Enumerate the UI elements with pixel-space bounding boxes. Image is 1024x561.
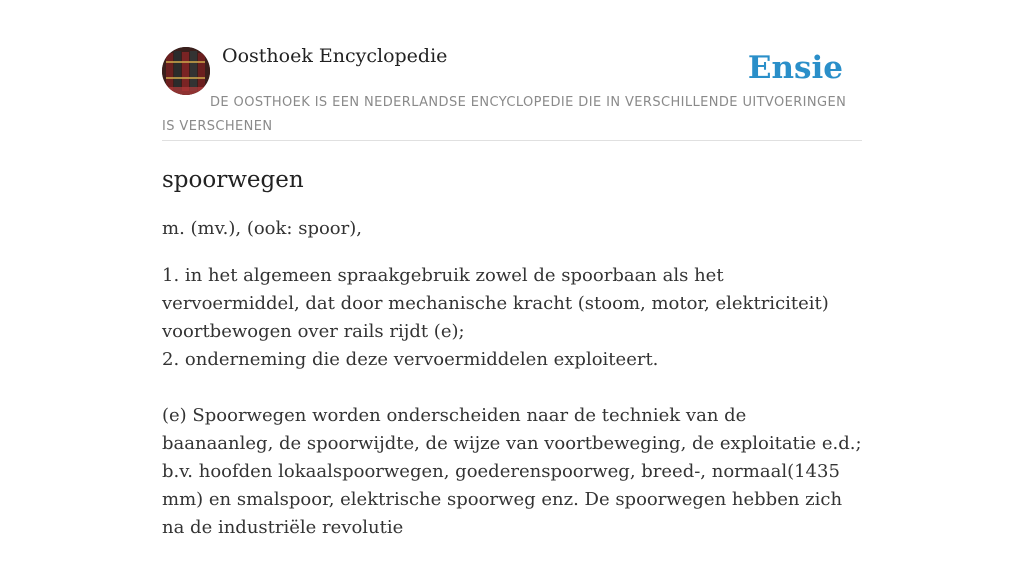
paragraph-spacer — [162, 374, 862, 402]
site-title[interactable]: Oosthoek Encyclopedie — [222, 45, 448, 67]
entry-explanation: (e) Spoorwegen worden onderscheiden naar de techniek van de baanaanleg, de spoorwijdte, de wijze van voortbeweging, de exploitatie e.d.; b.v. hoofden lokaalspoorwegen, goederenspoorweg, breed-, normaal(1435 mm) en smalspoor, elektrische spoorweg enz. De spoorwegen hebben zich na de industriële revolutie — [162, 405, 862, 538]
entry-definitions — [162, 262, 862, 542]
encyclopedia-books-icon[interactable] — [162, 47, 210, 95]
brand-logo[interactable]: Ensie — [747, 50, 843, 86]
page — [162, 0, 862, 561]
site-header — [162, 0, 862, 141]
site-subtitle: DE OOSTHOEK IS EEN NEDERLANDSE ENCYCLOPEDIE DIE IN VERSCHILLENDE UITVOERINGEN IS VERSCHENEN — [162, 95, 847, 134]
definition-1: 1. in het algemeen spraakgebruik zowel de spoorbaan als het vervoermiddel, dat door mechanische kracht (stoom, motor, elektriciteit) voortbewogen over rails rijdt (e); — [162, 265, 829, 342]
definition-2: 2. onderneming die deze vervoermiddelen exploiteert. — [162, 349, 659, 370]
entry-body — [162, 215, 862, 542]
entry-title: spoorwegen — [162, 167, 304, 193]
entry-grammar: m. (mv.), (ook: spoor), — [162, 218, 362, 239]
